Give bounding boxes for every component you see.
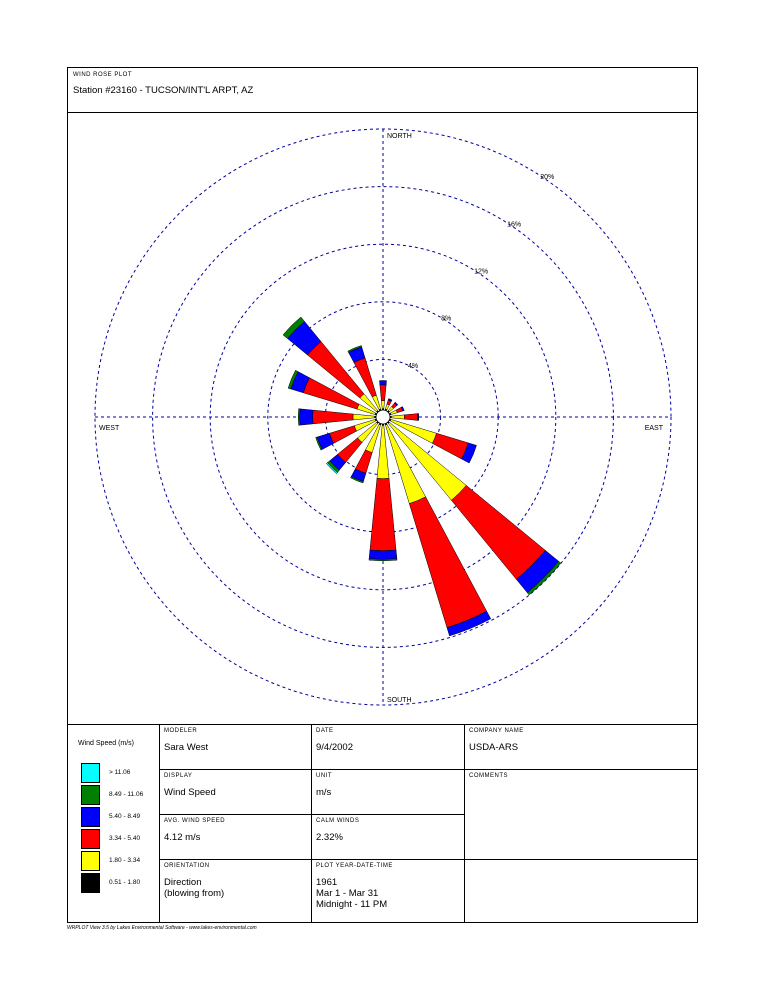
- ring-label: 20%: [540, 174, 555, 182]
- legend-label: > 11.06: [109, 769, 131, 776]
- petal-W-bin3: [300, 409, 313, 425]
- orientation-value: Direction (blowing from): [164, 877, 225, 899]
- legend-swatch: [81, 763, 100, 783]
- ring-label: 16%: [507, 221, 522, 229]
- display-cell: [160, 770, 312, 815]
- period-cell: [312, 860, 465, 922]
- display-value: Wind Speed: [164, 787, 216, 798]
- petal-S-bin3: [369, 550, 397, 559]
- modeler-label: MODELER: [164, 728, 198, 734]
- date-value: 9/4/2002: [316, 742, 353, 753]
- petal-E-bin1: [391, 415, 404, 419]
- direction-west: WEST: [99, 425, 120, 432]
- petal-N-bin1: [381, 401, 384, 409]
- period-value: 1961 Mar 1 - Mar 31 Midnight - 11 PM: [316, 877, 388, 910]
- legend-label: 3.34 - 5.40: [109, 835, 141, 842]
- legend-label: 8.49 - 11.06: [109, 791, 144, 798]
- petal-W-bin4: [298, 409, 300, 426]
- period-label: PLOT YEAR-DATE-TIME: [316, 863, 393, 869]
- empty-cell: [465, 860, 697, 922]
- legend: [68, 725, 160, 922]
- date-cell: [312, 725, 465, 770]
- legend-swatch: [81, 785, 100, 805]
- company-value: USDA-ARS: [469, 742, 519, 753]
- wind-rose-chart: [68, 112, 697, 724]
- calm-value: 2.32%: [316, 832, 343, 843]
- unit-cell: [312, 770, 465, 815]
- avg-speed-cell: [160, 815, 312, 860]
- petal-WSW-bin2: [329, 426, 356, 444]
- direction-east: EAST: [644, 425, 663, 432]
- legend-label: 1.80 - 3.34: [109, 857, 141, 864]
- company-cell: [465, 725, 697, 770]
- comments-cell: [465, 770, 697, 860]
- company-label: COMPANY NAME: [469, 728, 524, 734]
- petal-E-bin2: [404, 414, 417, 421]
- plot-type-label: WIND ROSE PLOT: [73, 72, 133, 78]
- legend-swatch: [81, 873, 100, 893]
- petal-SSW-bin2: [355, 450, 372, 473]
- unit-value: m/s: [316, 787, 332, 798]
- direction-north: NORTH: [387, 133, 412, 140]
- petal-W-bin2: [313, 410, 353, 424]
- ring-label: 8%: [441, 315, 452, 323]
- petal-N-bin2: [380, 385, 386, 401]
- wind-rose-area: [68, 112, 697, 724]
- orientation-cell: [160, 860, 312, 922]
- petal-E-bin3: [417, 414, 419, 421]
- info-table: [68, 724, 697, 923]
- comments-label: COMMENTS: [469, 773, 508, 779]
- legend-label: 0.51 - 1.80: [109, 879, 141, 886]
- station-title: Station #23160 - TUCSON/INT'L ARPT, AZ: [73, 85, 254, 96]
- legend-title: Wind Speed (m/s): [78, 740, 135, 747]
- petal-ESE-bin2: [432, 433, 468, 459]
- legend-swatch: [81, 807, 100, 827]
- direction-south: SOUTH: [387, 697, 412, 704]
- modeler-cell: [160, 725, 312, 770]
- modeler-value: Sara West: [164, 742, 209, 753]
- petal-N-bin3: [379, 380, 386, 384]
- legend-label: 5.40 - 8.49: [109, 813, 141, 820]
- petal-S-bin1: [377, 425, 389, 478]
- calm-cell: [312, 815, 465, 860]
- calm-circle: [376, 410, 390, 424]
- avg-speed-value: 4.12 m/s: [164, 832, 201, 843]
- unit-label: UNIT: [316, 773, 332, 779]
- petal-SE-bin2: [451, 485, 545, 579]
- display-label: DISPLAY: [164, 773, 193, 779]
- ring-label: 12%: [474, 268, 489, 276]
- orientation-label: ORIENTATION: [164, 863, 210, 869]
- plot-frame: [67, 67, 698, 923]
- calm-label: CALM WINDS: [316, 818, 360, 824]
- avg-speed-label: AVG. WIND SPEED: [164, 818, 226, 824]
- petal-S-bin2: [370, 478, 396, 550]
- plot-header: [68, 68, 697, 113]
- petal-W-bin1: [353, 414, 375, 420]
- legend-swatch: [81, 829, 100, 849]
- software-credit: WRPLOT View 3.5 by Lakes Environmental Software - www.lakes-environmental.com: [67, 925, 257, 931]
- date-label: DATE: [316, 728, 334, 734]
- ring-label: 4%: [408, 362, 419, 370]
- legend-swatch: [81, 851, 100, 871]
